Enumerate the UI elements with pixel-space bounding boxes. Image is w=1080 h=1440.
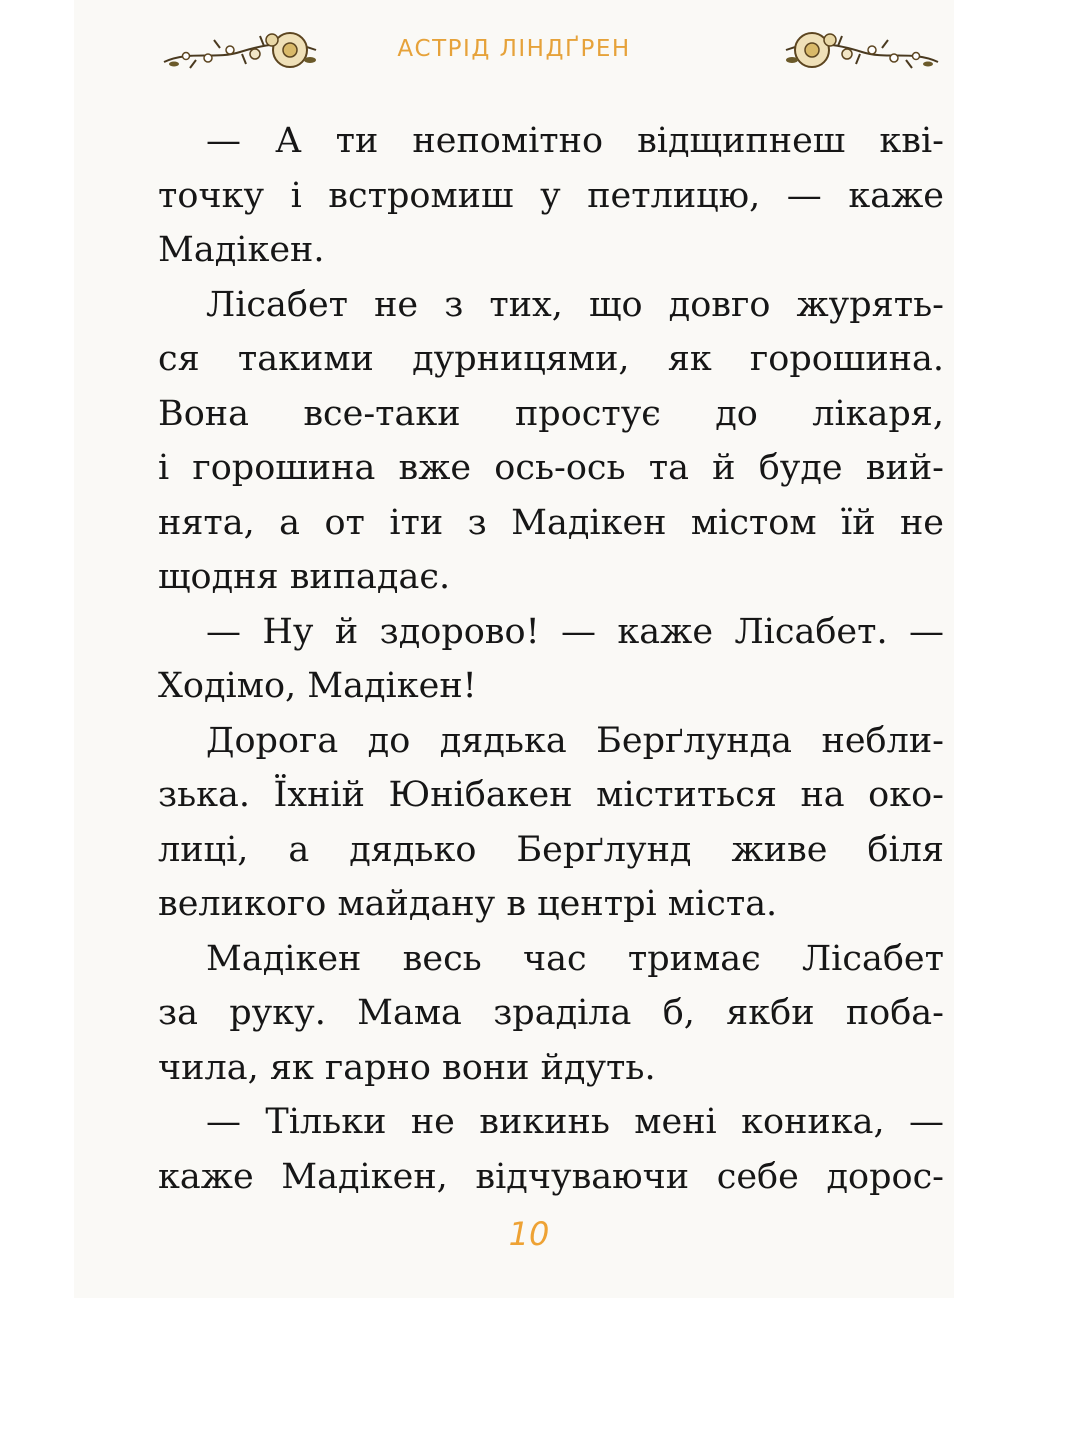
text-line: Лісабет не з тих, що довго журять-	[206, 284, 944, 325]
text-line: і горошина вже ось-ось та й буде вий-	[158, 448, 944, 488]
text-line: Дорога до дядька Берґлунда небли-	[206, 720, 944, 761]
text-line: — Ну й здорово! — каже Лісабет. —	[206, 611, 944, 652]
text-line: каже Мадікен, відчуваючи себе дорос-	[158, 1156, 944, 1197]
text-line: Ходімо, Мадікен!	[158, 666, 477, 706]
text-line: — А ти непомітно відщипнеш кві-	[206, 121, 944, 161]
text-line: лиці, а дядько Берґлунд живе біля	[158, 829, 944, 870]
text-line: щодня випадає.	[158, 557, 451, 597]
text-line: — Тільки не викинь мені коника, —	[206, 1102, 944, 1142]
flower-ornament-icon	[782, 20, 942, 80]
text-line: чила, як гарно вони йдуть.	[158, 1047, 656, 1088]
text-line: великого майдану в центрі міста.	[158, 884, 778, 924]
page-body-text	[158, 114, 944, 1204]
text-line: Вона все-таки простує до лікаря,	[158, 393, 944, 434]
text-line: нята, а от іти з Мадікен містом їй не	[158, 502, 944, 543]
running-head-author: АСТРІД ЛІНДҐРЕН	[397, 36, 631, 62]
text-line: точку і встромиш у петлицю, — каже	[158, 175, 944, 216]
flower-ornament-icon	[160, 20, 320, 80]
book-page	[74, 0, 954, 1298]
text-line: ся такими дурницями, як горошина.	[158, 339, 944, 379]
page-header	[74, 14, 954, 82]
text-line: зька. Їхній Юнібакен міститься на око-	[158, 775, 944, 815]
page-number: 10	[508, 1215, 550, 1253]
text-line: Мадікен.	[158, 230, 325, 270]
text-line: Мадікен весь час тримає Лісабет	[206, 938, 944, 979]
text-line: за руку. Мама зраділа б, якби поба-	[158, 993, 944, 1033]
